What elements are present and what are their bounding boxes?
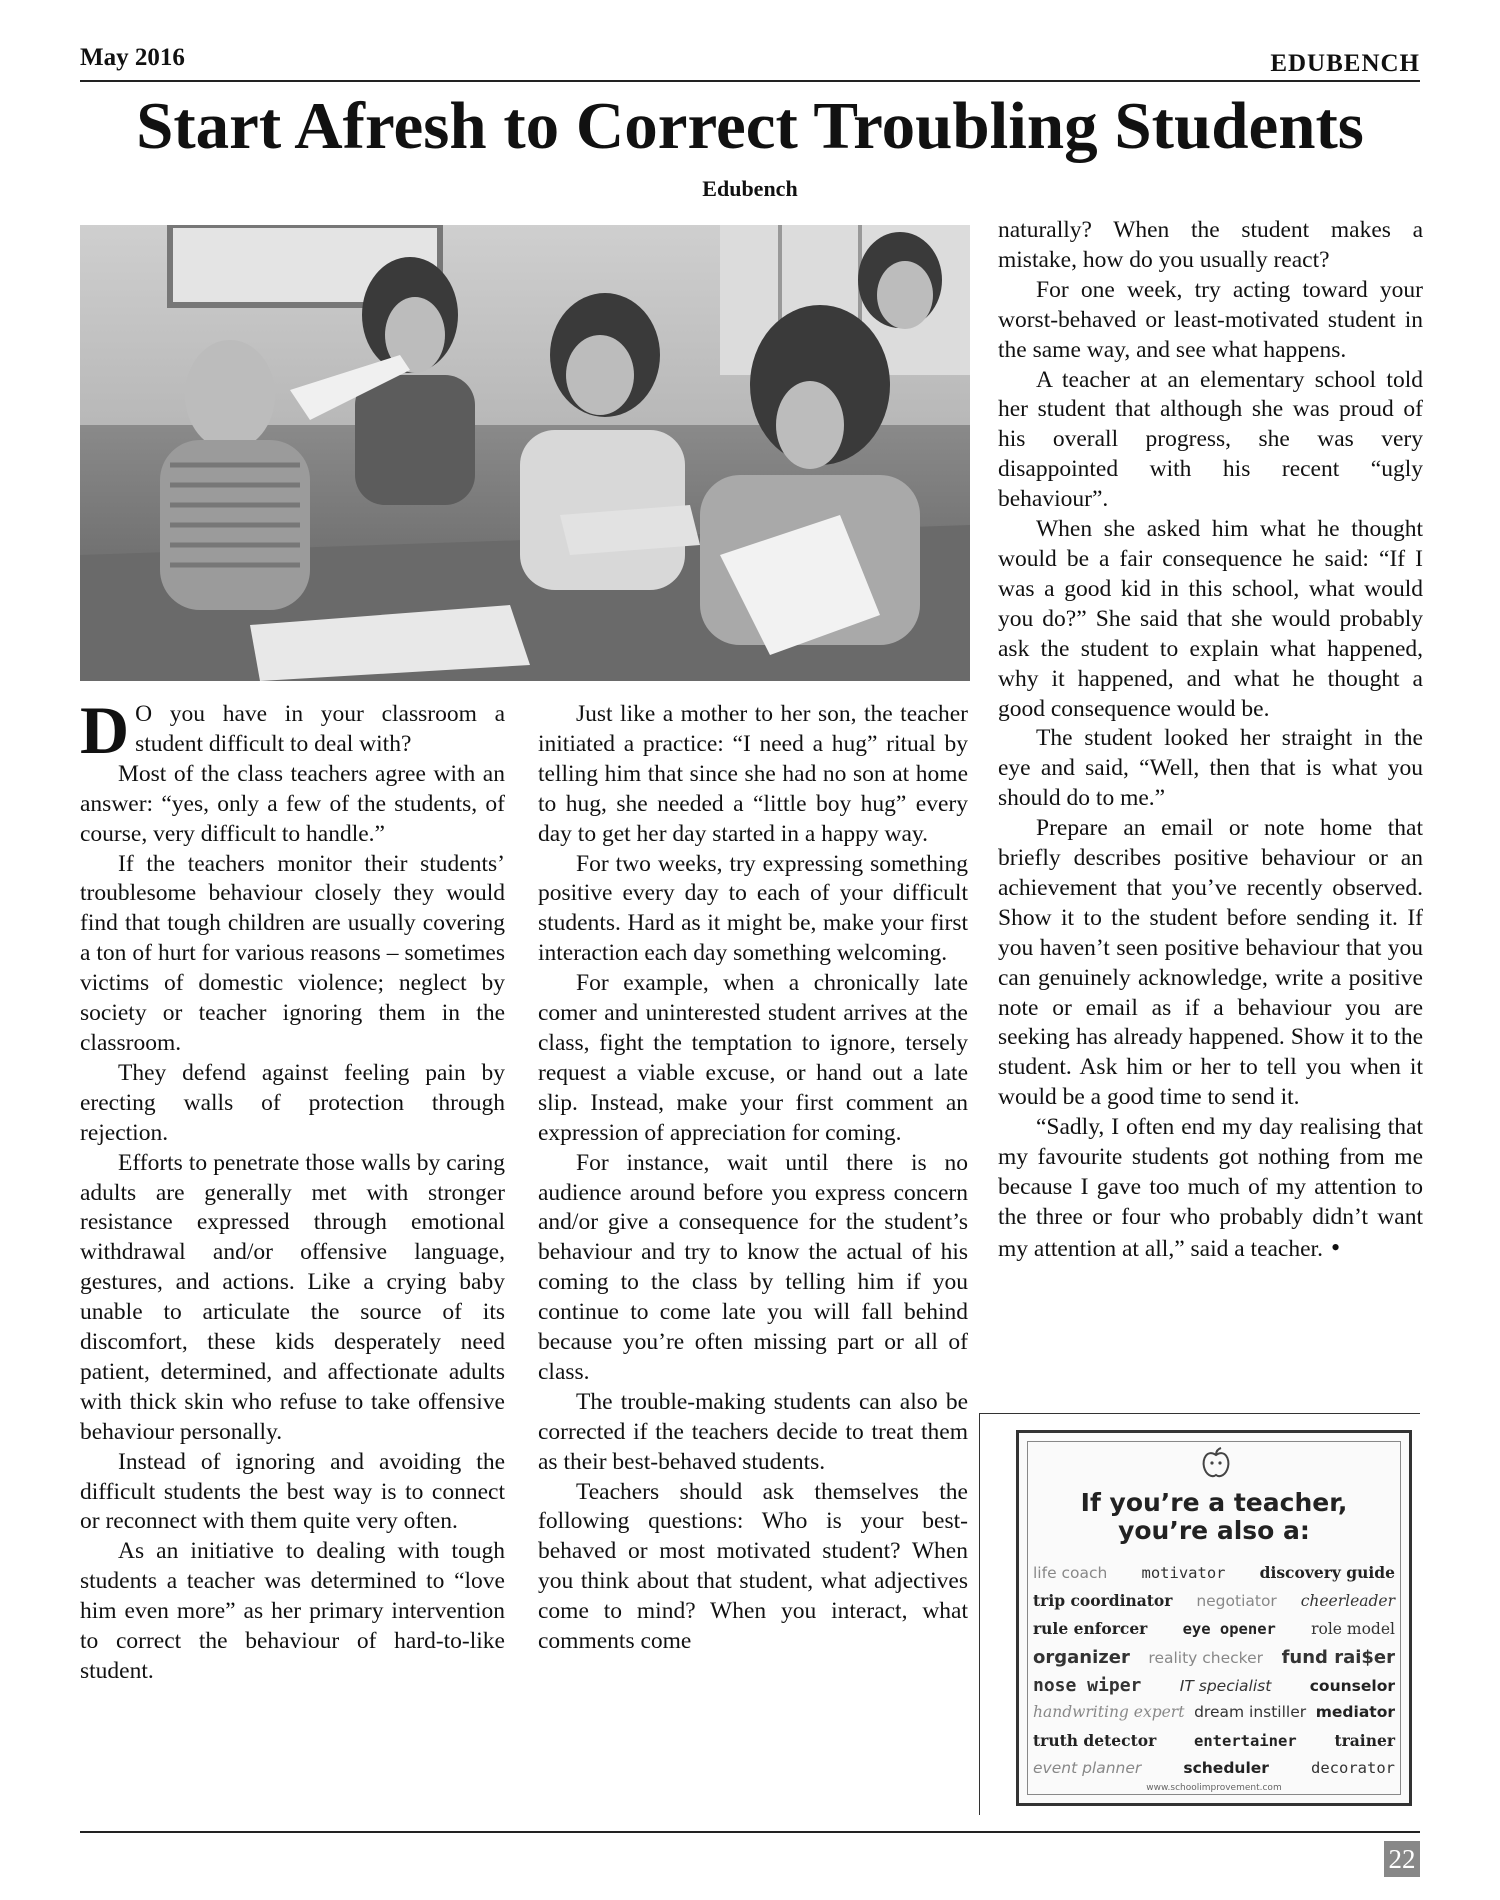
role-item: dream instiller bbox=[1194, 1703, 1307, 1721]
role-item: fund rai$er bbox=[1281, 1647, 1395, 1668]
role-item: eye opener bbox=[1182, 1620, 1276, 1638]
apple-icon bbox=[1201, 1447, 1231, 1479]
role-item: reality checker bbox=[1148, 1649, 1263, 1667]
poster-heading-line-1: If you’re a teacher, bbox=[1080, 1488, 1348, 1517]
role-item: organizer bbox=[1033, 1647, 1130, 1668]
role-item: negotiator bbox=[1196, 1592, 1277, 1610]
paragraph: A teacher at an elementary school told her student that although she was proud of his overall progress, she was very disappointed with his recent “ugly behaviour”. bbox=[998, 366, 1423, 513]
paragraph: For example, when a chronically late comer and uninterested student arrives at the class, fight the temptation to ignore, tersely request a viable excuse, or hand out a late slip. Instead, make your first comment an expression of appreciation for coming. bbox=[538, 970, 968, 1146]
closing-quote: “Sadly, I often end my day realising that my favourite students got nothing from me because I gave too much of my attention to the three or four who probably didn’t want my attention at all,” said a teacher. bbox=[998, 1114, 1423, 1262]
paragraph: Instead of ignoring and avoiding the difficult students the best way is to connect or reconnect with them quite very often. bbox=[80, 1448, 505, 1535]
paragraph: If the teachers monitor their students’ troublesome behaviour closely they would find that tough children are usually covering a ton of hurt for various reasons – sometimes victims of domestic violence; neglect by society or teacher ignoring them in the classroom. bbox=[80, 850, 505, 1056]
role-item: mediator bbox=[1315, 1703, 1395, 1721]
role-item: counselor bbox=[1309, 1677, 1395, 1695]
role-item: trip coordinator bbox=[1033, 1591, 1173, 1610]
lead-text: O you have in your classroom a student difficult to deal with? bbox=[135, 701, 505, 757]
roles-row bbox=[1033, 1619, 1395, 1647]
paragraph: When she asked him what he thought would be a fair consequence he said: “If I was a good kid in this school, what would you do?” She said that she would probably ask the student to explain what happened, why it happened, and what he thought a good consequence would be. bbox=[998, 516, 1423, 722]
role-item: handwriting expert bbox=[1033, 1703, 1185, 1721]
roles-row bbox=[1033, 1563, 1395, 1591]
paragraph: As an initiative to dealing with tough students a teacher was determined to “love him even more” as her primary intervention to correct the behaviour of hard-to-like student. bbox=[80, 1538, 505, 1684]
role-item: decorator bbox=[1311, 1759, 1395, 1777]
roles-row bbox=[1033, 1591, 1395, 1619]
roles-list bbox=[1033, 1563, 1395, 1787]
teacher-roles-poster bbox=[1016, 1430, 1412, 1806]
classroom-photo bbox=[80, 225, 970, 681]
roles-row bbox=[1033, 1703, 1395, 1731]
lead-paragraph bbox=[80, 692, 505, 768]
role-item: truth detector bbox=[1033, 1731, 1157, 1750]
paragraph: Prepare an email or note home that briefly describes positive behaviour or an achievement that you’ve recently observed. Show it to the student before sending it. If you haven’t seen positive behaviour that you can genuinely acknowledge, write a positive note or email as if a behaviour you are seeking has already happened. Show it to the student. Ask him or her to tell you when it would be a good time to send it. bbox=[998, 815, 1423, 1111]
box-rule-vertical bbox=[979, 1413, 980, 1815]
article-byline: Edubench bbox=[702, 176, 798, 201]
paragraph: For one week, try acting toward your worst-behaved or least-motivated student in the same way, and see what happens. bbox=[998, 276, 1423, 363]
paragraph: Just like a mother to her son, the teacher initiated a practice: “I need a hug” ritual by telling him that since she had no son at home to hug, she needed a “little boy hug” every day to get her day started in a happy way. bbox=[538, 701, 968, 847]
role-item: role model bbox=[1311, 1620, 1395, 1638]
role-item: IT specialist bbox=[1179, 1677, 1272, 1695]
drop-cap: D bbox=[80, 692, 130, 768]
role-item: scheduler bbox=[1183, 1759, 1269, 1777]
role-item: cheerleader bbox=[1300, 1592, 1395, 1610]
paragraph: The trouble-making students can also be corrected if the teachers decide to treat them as their best-behaved students. bbox=[538, 1388, 968, 1475]
paragraph: They defend against feeling pain by erecting walls of protection through rejection. bbox=[80, 1059, 505, 1146]
role-item: trainer bbox=[1334, 1731, 1395, 1750]
poster-heading-line-2: you’re also a: bbox=[1118, 1516, 1310, 1545]
role-item: life coach bbox=[1033, 1564, 1108, 1582]
article-column-1 bbox=[80, 692, 505, 1687]
paragraph: For two weeks, try expressing something positive every day to each of your difficult students. Hard as it might be, make your first interaction each day something welcoming. bbox=[538, 850, 968, 967]
paragraph: For instance, wait until there is no audience around before you express concern and/or give a consequence for the student’s behaviour and try to know the actual of his coming to the class by telling him if you continue to come late you will fall behind because you’re often missing part or all of class. bbox=[538, 1149, 968, 1385]
role-item: discovery guide bbox=[1259, 1563, 1395, 1582]
role-item: nose wiper bbox=[1033, 1675, 1142, 1696]
poster-heading bbox=[1019, 1489, 1409, 1545]
article-column-2 bbox=[538, 700, 968, 1657]
article-title: Start Afresh to Correct Troubling Students bbox=[136, 89, 1364, 163]
page-number: 22 bbox=[1384, 1841, 1420, 1877]
issue-date: May 2016 bbox=[80, 44, 185, 71]
poster-url: www.schoolimprovement.com bbox=[1146, 1783, 1282, 1793]
roles-row bbox=[1033, 1731, 1395, 1759]
paragraph: Efforts to penetrate those walls by caring adults are generally met with stronger resistance expressed through emotional withdrawal and/or offensive language, gestures, and actions. Like a crying baby unable to articulate the source of its discomfort, these kids desperately need patient, determined, and affectionate adults with thick skin who refuse to take offensive behaviour personally. bbox=[80, 1149, 505, 1445]
roles-row bbox=[1033, 1675, 1395, 1703]
paragraph: The student looked her straight in the eye and said, “Well, then that is what you should do to me.” bbox=[998, 725, 1423, 812]
paragraph: Teachers should ask themselves the following questions: Who is your best-behaved or most motivated student? When you think about that student, what adjectives come to mind? When you interact, what comments come bbox=[538, 1478, 968, 1655]
paragraph: Most of the class teachers agree with an answer: “yes, only a few of the students, of course, very difficult to handle.” bbox=[80, 760, 505, 847]
role-item: rule enforcer bbox=[1033, 1619, 1148, 1638]
article-column-3 bbox=[998, 216, 1423, 1265]
end-mark: • bbox=[1330, 1232, 1341, 1262]
header-rule bbox=[80, 80, 1420, 82]
role-item: entertainer bbox=[1194, 1732, 1297, 1750]
box-rule-horizontal bbox=[979, 1413, 1420, 1414]
role-item: motivator bbox=[1141, 1564, 1226, 1582]
closing-paragraph bbox=[998, 1113, 1423, 1265]
role-item: event planner bbox=[1033, 1759, 1142, 1777]
paragraph-continued: naturally? When the student makes a mistake, how do you usually react? bbox=[998, 217, 1423, 273]
publication-name: EDUBENCH bbox=[1270, 50, 1420, 77]
roles-row bbox=[1033, 1647, 1395, 1675]
footer-rule bbox=[80, 1831, 1420, 1833]
